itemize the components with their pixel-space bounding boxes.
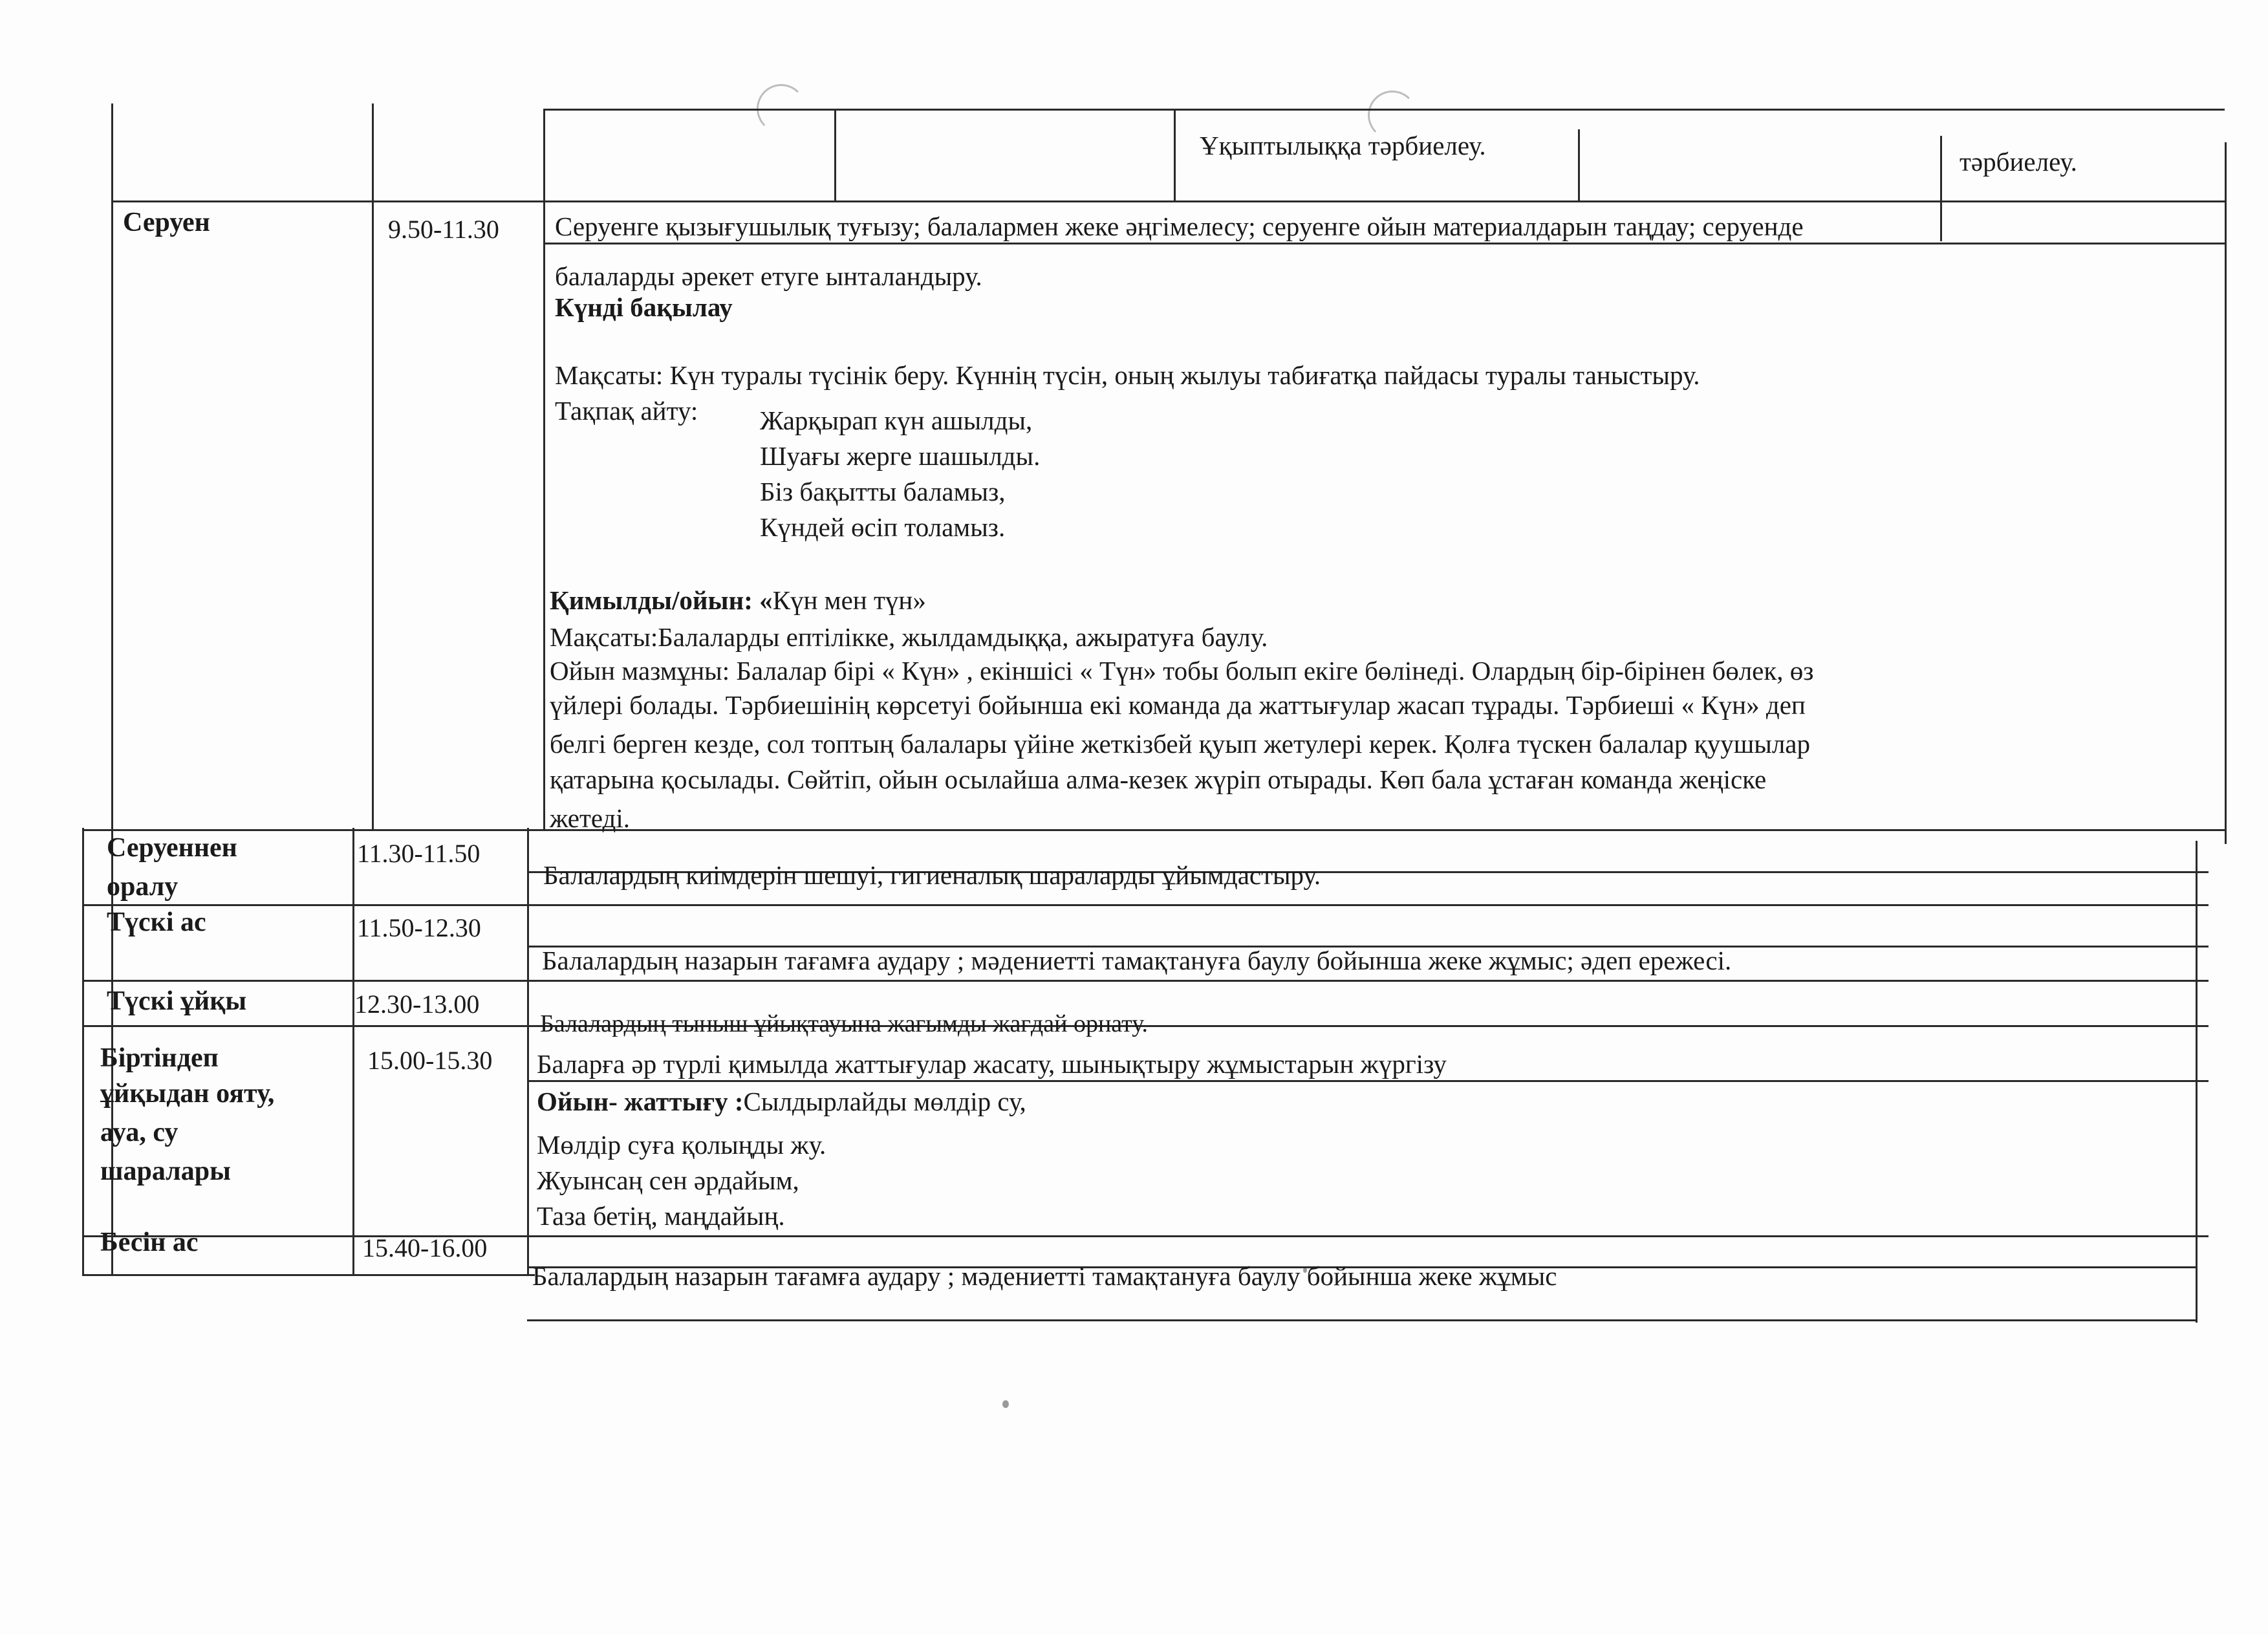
wake-exercise-line: Таза бетің, маңдайың. — [537, 1201, 785, 1231]
seruen-poem-line: Жарқырап күн ашылды, — [760, 406, 1033, 435]
row-time-snack: 15.40-16.00 — [362, 1233, 488, 1262]
wake-exercise-first: Сылдырлайды мөлдір су, — [743, 1087, 1026, 1116]
row-label-wake: Біртіндеп — [100, 1043, 219, 1073]
wake-exercise-line: Мөлдір суға қолыңды жу. — [537, 1130, 826, 1160]
table-rule — [82, 980, 2209, 982]
wake-text-line1: Баларға әр түрлі қимылда жаттығулар жасату, шынықтыру жұмыстарын жүргізу — [537, 1049, 1447, 1079]
seruen-intro-line1: Серуенге қызығушылық туғызу; балалармен жеке әңгімелесу; серуенге ойын материалдарын таңдау; серуенде — [555, 211, 1804, 241]
seruen-game-content-line: қатарына қосылады. Сөйтіп, ойын осылайша алма-кезек жүріп отырады. Көп бала ұстаған команда жеңіске — [550, 764, 1767, 794]
table-rule — [543, 109, 2225, 111]
row-time-wake: 15.00-15.30 — [367, 1046, 493, 1075]
snack-text: Балалардың назарын тағамға аудару ; мәдениетті тамақтануға баулу бойынша жеке жұмыс — [532, 1261, 1557, 1291]
wake-exercise-heading — [537, 1085, 1026, 1118]
table-rule — [82, 828, 84, 1274]
return-text: Балалардың киімдерін шешуі, гигиеналық шараларды ұйымдастыру. — [543, 860, 1321, 890]
row-label-wake: шаралары — [100, 1156, 231, 1186]
row-time-lunch: 11.50-12.30 — [357, 913, 481, 942]
row-label-seruen: Серуен — [123, 208, 210, 237]
top-row-col4-text: Ұқыптылыққа тәрбиелеу. — [1200, 131, 1486, 160]
row-label-nap: Түскі ұйқы — [107, 986, 247, 1016]
table-rule — [352, 828, 354, 1274]
seruen-game-content-line: үйлері болады. Тәрбиешінің көрсетуі бойынша екі команда да жаттығулар жасап тұрады. Тәрбиеші « Күн» деп — [550, 690, 1806, 720]
seruen-game-goal: Мақсаты:Балаларды ептілікке, жылдамдыққа, ажыратуға баулу. — [550, 622, 1268, 652]
row-label-wake: ауа, су — [100, 1118, 178, 1147]
seruen-poem-line: Біз бақытты баламыз, — [760, 477, 1006, 506]
row-time-return: 11.30-11.50 — [357, 839, 481, 868]
table-rule — [1578, 129, 1580, 202]
table-rule — [372, 103, 374, 831]
seruen-poem-line: Шуағы жерге шашылды. — [760, 441, 1041, 471]
table-rule — [82, 1274, 535, 1276]
table-rule — [543, 243, 2225, 244]
seruen-game-content-line: Ойын мазмұны: Балалар бірі « Күн» , екіншісі « Түн» тобы болып екіге бөлінеді. Олардың бір-бірінен бөлек, өз — [550, 656, 1814, 686]
table-rule — [543, 109, 545, 831]
wake-exercise-label: Ойын- жаттығу : — [537, 1087, 744, 1116]
row-time-seruen: 9.50-11.30 — [388, 215, 499, 244]
table-rule — [834, 109, 836, 202]
table-rule — [1174, 109, 1176, 202]
row-label-wake: ұйқыдан ояту, — [100, 1079, 275, 1109]
top-row-col6-text: тәрбиелеу. — [1960, 147, 2077, 177]
table-rule — [82, 904, 2209, 906]
seruen-game-heading — [550, 584, 926, 616]
seruen-observation-title: Күнді бақылау — [555, 292, 733, 322]
seruen-game-content-line: белгі берген кезде, сол топтың балалары үйіне жеткізбей қуып жетулері керек. Қолға түскен балалар қуушылар — [550, 729, 1811, 759]
table-rule — [527, 1319, 2198, 1321]
seruen-poem-label: Тақпақ айту: — [555, 396, 698, 426]
table-rule — [82, 829, 2225, 831]
seruen-game-content-line: жетеді. — [550, 803, 631, 833]
row-label-return: оралу — [107, 872, 178, 902]
seruen-game-label: Қимылды/ойын: « — [550, 585, 773, 615]
table-rule — [527, 828, 529, 1274]
row-time-nap: 12.30-13.00 — [354, 990, 480, 1019]
row-label-return: Серуеннен — [107, 833, 237, 863]
table-rule — [2225, 142, 2227, 844]
table-rule — [1940, 136, 1942, 241]
table-rule — [111, 200, 2225, 202]
seruen-intro-line2: балаларды әрекет етуге ынталандыру. — [555, 261, 982, 291]
seruen-game-name: Күн мен түн» — [772, 585, 926, 615]
wake-exercise-line: Жуынсаң сен әрдайым, — [537, 1165, 799, 1195]
seruen-goal: Мақсаты: Күн туралы түсінік беру. Күннің түсін, оның жылуы табиғатқа пайдасы туралы таныстыру. — [555, 360, 1700, 390]
lunch-text: Балалардың назарын тағамға аудару ; мәдениетті тамақтануға баулу бойынша жеке жұмыс; әдеп ережесі. — [542, 946, 1732, 975]
row-label-snack: Бесін ас — [100, 1228, 199, 1257]
nap-text: Балалардың тыныш ұйықтауына жағымды жағдай орнату. — [540, 1010, 1148, 1037]
seruen-poem-line: Күндей өсіп толамыз. — [760, 512, 1006, 542]
row-label-lunch: Түскі ас — [107, 907, 206, 937]
table-rule — [527, 1080, 2209, 1082]
scan-speck — [1002, 1400, 1009, 1408]
